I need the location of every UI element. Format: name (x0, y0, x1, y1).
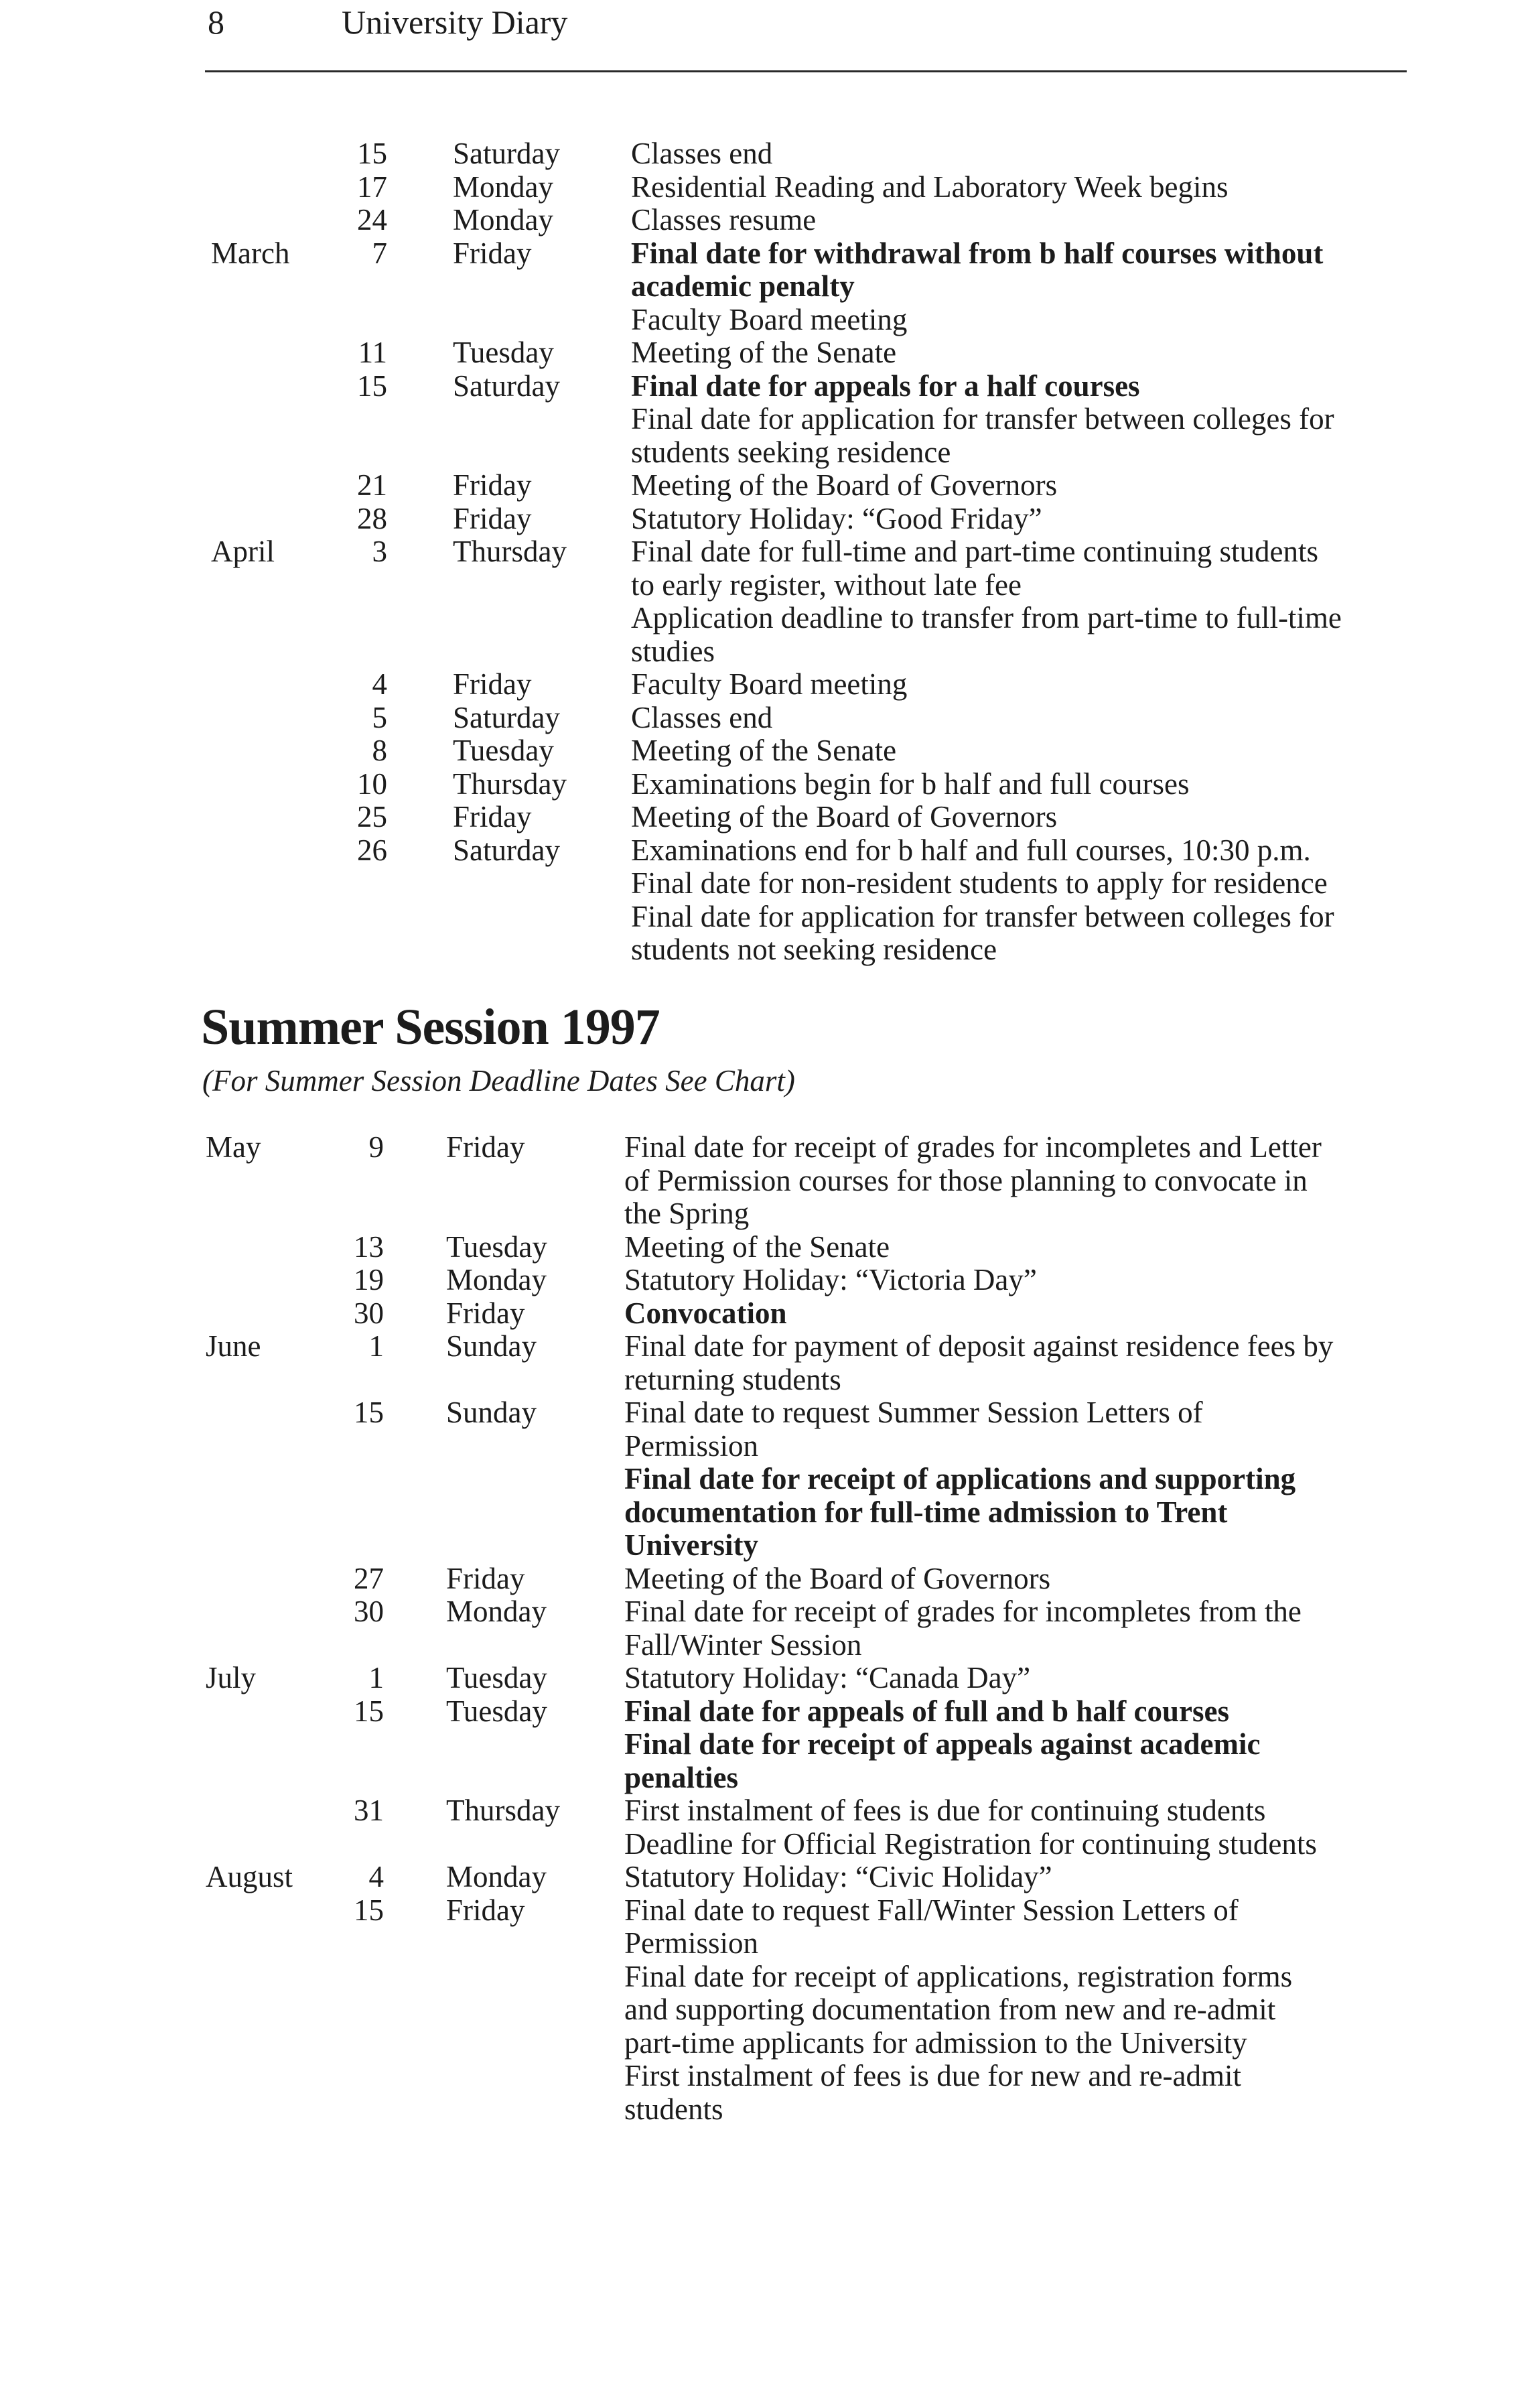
event-line: penalties (624, 1760, 739, 1794)
event-line: Application deadline to transfer from part-time to full-time (631, 601, 1342, 634)
weekday: Saturday (453, 137, 560, 170)
event-list (624, 1297, 1540, 1331)
event-line: part-time applicants for admission to the University (624, 2025, 1247, 2060)
summer-schedule (0, 1131, 1540, 2126)
schedule-row (0, 1894, 1540, 2127)
day-number: 30 (354, 1296, 384, 1330)
schedule-row (0, 1861, 1540, 1894)
event-line: Permission (624, 1926, 759, 1960)
day-number: 24 (357, 203, 387, 237)
day-number: 9 (368, 1130, 384, 1164)
event-list (631, 734, 1540, 768)
month-label: April (211, 535, 275, 568)
schedule-row (0, 370, 1540, 470)
month-label: May (206, 1130, 261, 1164)
day-number: 21 (357, 468, 387, 502)
event-line: the Spring (624, 1197, 750, 1230)
event-line: Classes end (631, 137, 773, 170)
schedule-row (0, 1396, 1540, 1562)
day-number: 10 (357, 766, 387, 801)
event-list (631, 171, 1540, 204)
weekday: Friday (446, 1130, 525, 1164)
event-line: Fall/Winter Session (624, 1627, 862, 1662)
event-line: students seeking residence (631, 435, 951, 469)
event-line: Classes resume (631, 203, 817, 237)
day-number: 28 (357, 501, 387, 535)
weekday: Friday (453, 468, 532, 502)
event-list (631, 668, 1540, 701)
schedule-row (0, 1562, 1540, 1596)
weekday: Thursday (446, 1794, 560, 1827)
event-line: students not seeking residence (631, 933, 997, 966)
day-number: 11 (358, 336, 387, 369)
schedule-row (0, 701, 1540, 735)
schedule-row (0, 834, 1540, 967)
schedule-row (0, 1131, 1540, 1231)
day-number: 13 (354, 1229, 384, 1264)
day-number: 5 (372, 700, 387, 734)
event-line: Final date for application for transfer between colleges for (631, 899, 1334, 933)
schedule-row (0, 768, 1540, 801)
event-line: Classes end (631, 700, 773, 734)
event-line: studies (631, 634, 715, 668)
event-line: Deadline for Official Registration for continuing students (624, 1826, 1317, 1861)
event-line: Meeting of the Board of Governors (631, 800, 1058, 833)
event-line: Final date for receipt of grades for incompletes and Letter (624, 1130, 1322, 1164)
day-number: 4 (368, 1860, 384, 1893)
weekday: Friday (453, 236, 532, 270)
event-line: Final date for full-time and part-time continuing students (631, 535, 1319, 568)
schedule-row (0, 535, 1540, 668)
weekday: Sunday (446, 1396, 537, 1429)
event-list (631, 336, 1540, 370)
schedule-row (0, 734, 1540, 768)
event-list (624, 1131, 1540, 1231)
event-list (624, 1861, 1540, 1894)
month-label: August (206, 1860, 293, 1893)
weekday: Thursday (453, 535, 567, 568)
event-line: of Permission courses for those planning to convocate in (624, 1163, 1308, 1197)
schedule-row (0, 1297, 1540, 1331)
event-list (624, 1330, 1540, 1396)
event-list (624, 1231, 1540, 1264)
page-header (208, 0, 567, 54)
day-number: 15 (354, 1893, 384, 1927)
event-line: Final date for receipt of appeals against academic (624, 1727, 1261, 1761)
event-line: students (624, 2092, 723, 2126)
day-number: 15 (354, 1396, 384, 1429)
weekday: Monday (453, 170, 553, 204)
weekday: Saturday (453, 700, 560, 734)
day-number: 3 (372, 535, 387, 568)
event-line: to early register, without late fee (631, 567, 1022, 602)
schedule-row (0, 336, 1540, 370)
weekday: Tuesday (446, 1694, 547, 1728)
weekday: Saturday (453, 369, 560, 403)
event-list (631, 370, 1540, 470)
schedule-row (0, 1231, 1540, 1264)
event-list (631, 768, 1540, 801)
month-label: March (211, 236, 290, 270)
day-number: 26 (357, 833, 387, 867)
event-list (624, 1662, 1540, 1695)
event-line: Statutory Holiday: “Canada Day” (624, 1661, 1031, 1694)
schedule-row (0, 1330, 1540, 1396)
event-line: Residential Reading and Laboratory Week begins (631, 170, 1229, 204)
weekday: Saturday (453, 833, 560, 867)
event-line: Final date to request Fall/Winter Session Letters of (624, 1893, 1239, 1927)
day-number: 17 (357, 170, 387, 204)
event-list (631, 535, 1540, 668)
event-line: Faculty Board meeting (631, 667, 908, 701)
weekday: Friday (453, 501, 532, 535)
weekday: Tuesday (453, 336, 554, 369)
event-list (624, 1264, 1540, 1297)
event-list (631, 834, 1540, 967)
event-line: First instalment of fees is due for continuing students (624, 1794, 1266, 1827)
event-line: Meeting of the Senate (631, 336, 897, 369)
event-line: Final date to request Summer Session Letters of (624, 1396, 1203, 1429)
section-note: (For Summer Session Deadline Dates See Chart) (202, 1064, 795, 1097)
event-line: Final date for withdrawal from b half courses without (631, 236, 1324, 270)
event-line: returning students (624, 1362, 841, 1396)
event-list (624, 1894, 1540, 2127)
event-line: Statutory Holiday: “Civic Holiday” (624, 1860, 1052, 1893)
schedule-row (0, 469, 1540, 503)
event-line: documentation for full-time admission to Trent (624, 1495, 1228, 1529)
schedule-row (0, 503, 1540, 536)
schedule-row (0, 1595, 1540, 1662)
event-list (624, 1695, 1540, 1795)
schedule-row (0, 801, 1540, 834)
weekday: Friday (446, 1296, 525, 1330)
event-line: Final date for application for transfer between colleges for (631, 402, 1334, 436)
event-list (624, 1562, 1540, 1596)
event-line: Examinations begin for b half and full courses (631, 766, 1190, 801)
weekday: Tuesday (453, 734, 554, 767)
event-list (624, 1396, 1540, 1562)
weekday: Monday (453, 203, 553, 237)
schedule-row (0, 137, 1540, 171)
event-list (631, 237, 1540, 337)
event-line: Faculty Board meeting (631, 302, 908, 336)
event-line: Convocation (624, 1296, 787, 1330)
day-number: 31 (354, 1794, 384, 1827)
winter-schedule (0, 137, 1540, 967)
weekday: Sunday (446, 1329, 537, 1363)
day-number: 1 (368, 1329, 384, 1363)
event-line: University (624, 1528, 758, 1562)
weekday: Friday (453, 800, 532, 833)
schedule-row (0, 1264, 1540, 1297)
weekday: Tuesday (446, 1661, 547, 1694)
day-number: 1 (368, 1661, 384, 1694)
month-label: June (206, 1329, 261, 1363)
schedule-row (0, 1662, 1540, 1695)
page-number: 8 (208, 3, 224, 41)
schedule-row (0, 237, 1540, 337)
weekday: Friday (446, 1893, 525, 1927)
event-line: Final date for receipt of applications and supporting (624, 1462, 1296, 1495)
weekday: Tuesday (446, 1229, 547, 1264)
event-list (631, 701, 1540, 735)
event-line: Statutory Holiday: “Good Friday” (631, 501, 1042, 535)
schedule-row (0, 668, 1540, 701)
event-list (624, 1595, 1540, 1662)
weekday: Monday (446, 1263, 547, 1296)
month-label: July (206, 1661, 257, 1694)
event-line: Permission (624, 1428, 759, 1463)
event-line: Final date for payment of deposit against residence fees by (624, 1329, 1334, 1363)
event-list (631, 469, 1540, 503)
event-line: First instalment of fees is due for new and re-admit (624, 2059, 1242, 2092)
weekday: Monday (446, 1595, 547, 1628)
day-number: 19 (354, 1263, 384, 1296)
section-title: Summer Session 1997 (201, 999, 660, 1055)
event-line: Final date for non-resident students to apply for residence (631, 866, 1328, 900)
header-rule (205, 70, 1407, 72)
event-line: Meeting of the Board of Governors (624, 1561, 1051, 1595)
event-line: and supporting documentation from new and re-admit (624, 1993, 1276, 2026)
weekday: Friday (453, 667, 532, 701)
day-number: 7 (372, 236, 387, 270)
schedule-row (0, 1794, 1540, 1861)
event-list (624, 1794, 1540, 1861)
event-list (631, 503, 1540, 536)
day-number: 8 (372, 734, 387, 767)
schedule-row (0, 204, 1540, 237)
event-line: Statutory Holiday: “Victoria Day” (624, 1263, 1037, 1296)
event-line: Meeting of the Senate (624, 1229, 890, 1264)
weekday: Thursday (453, 766, 567, 801)
day-number: 30 (354, 1595, 384, 1628)
event-list (631, 801, 1540, 834)
day-number: 15 (357, 137, 387, 170)
day-number: 15 (357, 369, 387, 403)
event-line: Final date for receipt of grades for incompletes from the (624, 1595, 1302, 1628)
event-list (631, 137, 1540, 171)
weekday: Monday (446, 1860, 547, 1893)
event-line: Meeting of the Board of Governors (631, 468, 1058, 502)
event-line: Final date for appeals of full and b half courses (624, 1694, 1230, 1728)
schedule-row (0, 1695, 1540, 1795)
event-line: Final date for receipt of applications, registration forms (624, 1959, 1293, 1993)
day-number: 4 (372, 667, 387, 701)
day-number: 25 (357, 800, 387, 833)
running-title: University Diary (342, 3, 568, 41)
day-number: 27 (354, 1561, 384, 1595)
event-line: Final date for appeals for a half courses (631, 369, 1140, 403)
event-list (631, 204, 1540, 237)
event-line: Meeting of the Senate (631, 734, 897, 767)
weekday: Friday (446, 1561, 525, 1595)
event-line: academic penalty (631, 269, 855, 303)
day-number: 15 (354, 1694, 384, 1728)
schedule-row (0, 171, 1540, 204)
event-line: Examinations end for b half and full courses, 10:30 p.m. (631, 833, 1311, 867)
